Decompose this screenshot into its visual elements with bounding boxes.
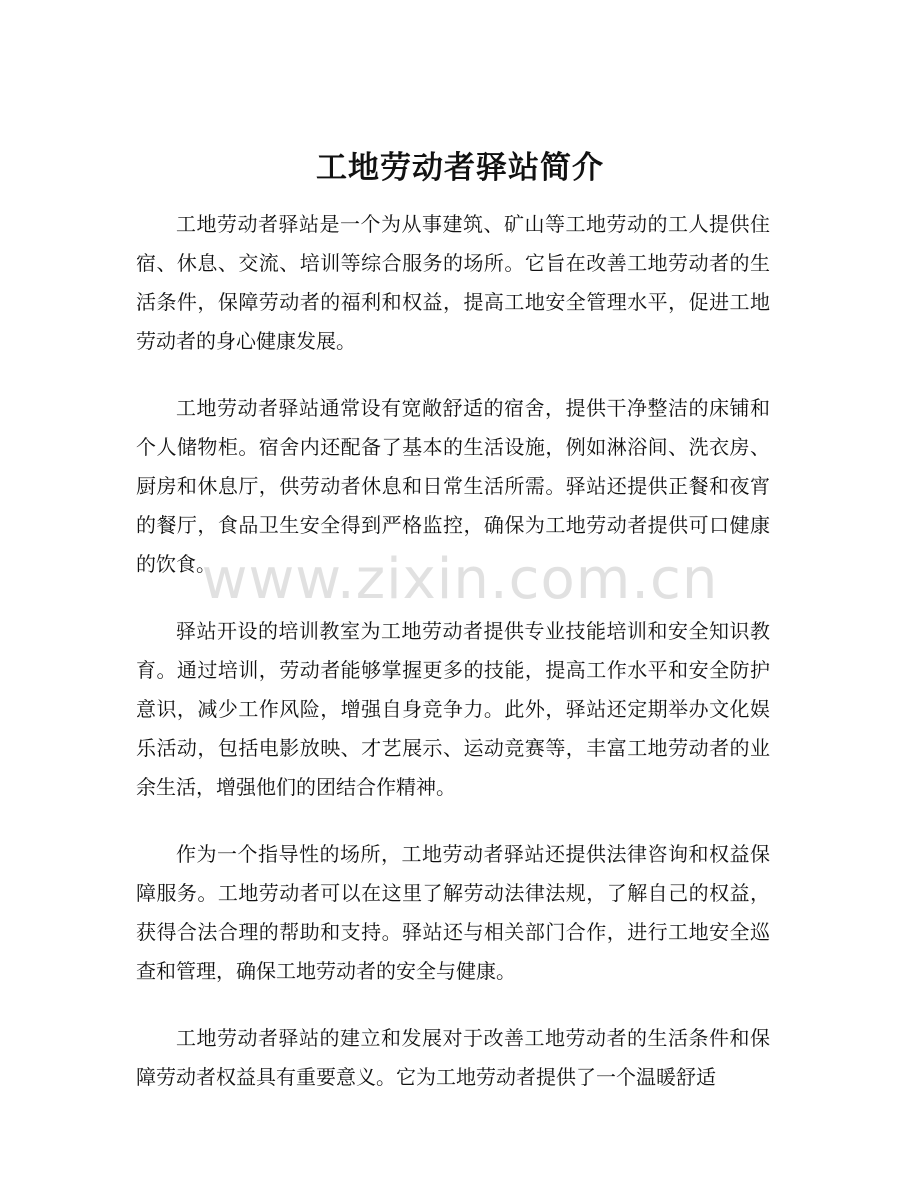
paragraph-2: 工地劳动者驿站通常设有宽敞舒适的宿舍，提供干净整洁的床铺和个人储物柜。宿舍内还配备了基本的生活设施，例如淋浴间、洗衣房、厨房和休息厅，供劳动者休息和日常生活所需。驿站还提供正餐和夜宵的餐厅，食品卫生安全得到严格监控，确保为工地劳动者提供可口健康的饮食。 [136, 396, 770, 576]
paragraph-1: 工地劳动者驿站是一个为从事建筑、矿山等工地劳动的工人提供住宿、休息、交流、培训等综合服务的场所。它旨在改善工地劳动者的生活条件，保障劳动者的福利和权益，提高工地安全管理水平，促进工地劳动者的身心健康发展。 [136, 212, 770, 353]
document-title: 工地劳动者驿站简介 [316, 150, 604, 186]
paragraph-5: 工地劳动者驿站的建立和发展对于改善工地劳动者的生活条件和保障劳动者权益具有重要意义。它为工地劳动者提供了一个温暖舒适 [136, 1026, 770, 1089]
document-body [136, 205, 770, 1125]
paragraph-3: 驿站开设的培训教室为工地劳动者提供专业技能培训和安全知识教育。通过培训，劳动者能够掌握更多的技能，提高工作水平和安全防护意识，减少工作风险，增强自身竞争力。此外，驿站还定期举办文化娱乐活动，包括电影放映、才艺展示、运动竞赛等，丰富工地劳动者的业余生活，增强他们的团结合作精神。 [136, 619, 770, 799]
paragraph-4: 作为一个指导性的场所，工地劳动者驿站还提供法律咨询和权益保障服务。工地劳动者可以在这里了解劳动法律法规，了解自己的权益，获得合法合理的帮助和支持。驿站还与相关部门合作，进行工地安全巡查和管理，确保工地劳动者的安全与健康。 [136, 842, 770, 983]
watermark: www.zixin.com.cn [201, 547, 719, 612]
